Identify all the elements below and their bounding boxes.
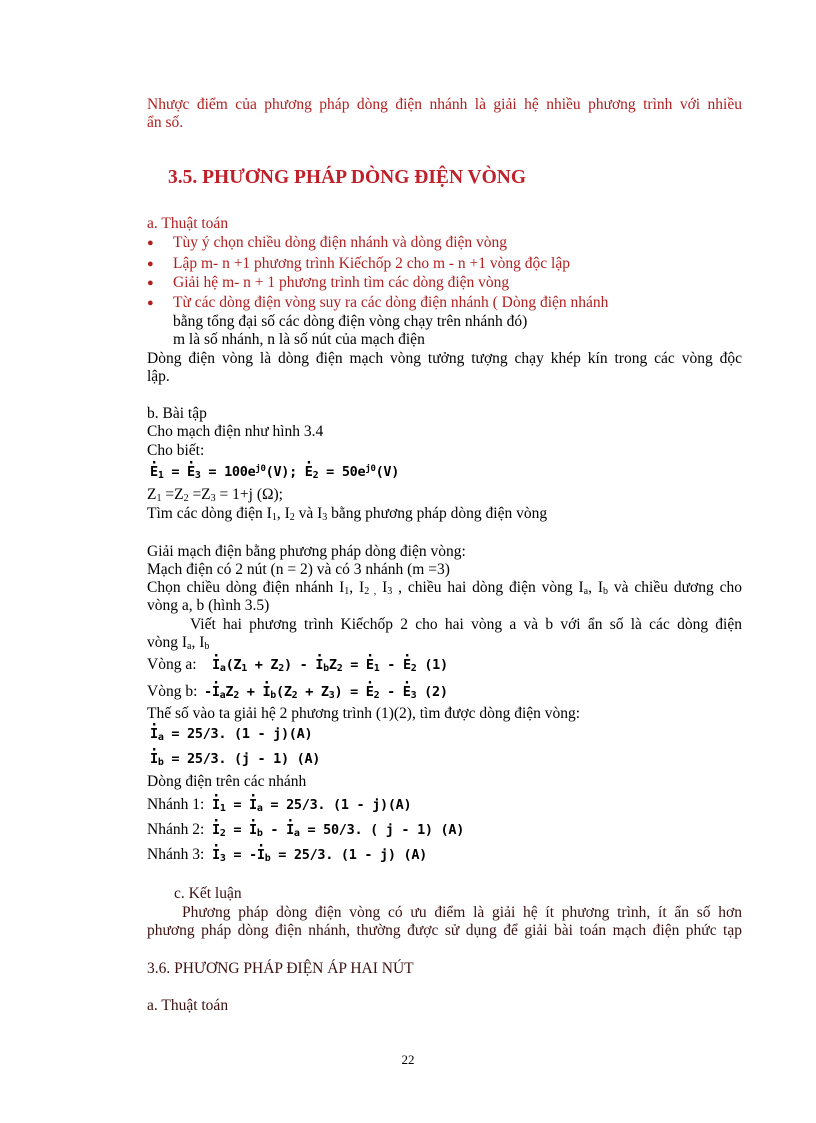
impedance-line: $Z_1 =Z_2 =Z_3 = 1+j$ (Ω); bbox=[147, 486, 283, 504]
bullet-item: Tùy ý chọn chiều dòng điện nhánh và dòng điện vòng bbox=[173, 234, 508, 251]
branch-2-label: Nhánh 2: bbox=[147, 821, 205, 838]
bullet-icon: ● bbox=[147, 258, 154, 270]
solution-line-7: Thế số vào ta giải hệ 2 phương trình (1)(2), tìm được dòng điện vòng: bbox=[147, 705, 581, 722]
loop-b-label: Vòng b: bbox=[147, 683, 198, 700]
exercise-heading: b. Bài tập bbox=[147, 405, 207, 422]
solution-line-4: vòng a, b (hình 3.5) bbox=[147, 597, 270, 614]
bullet-item: Từ các dòng điện vòng suy ra các dòng điện nhánh ( Dòng điện nhánh bbox=[173, 294, 609, 311]
branch-3-label: Nhánh 3: bbox=[147, 846, 205, 863]
loop-b-equation: -· $I_aZ_2$ + · $I_b(Z_2 + Z_3)$ = · $E_2$ - · $E_3$ (2) bbox=[204, 683, 448, 701]
branch-1-label: Nhánh 1: bbox=[147, 796, 205, 813]
bullet-icon: ● bbox=[147, 277, 154, 289]
solution-line-1: Giải mạch điện bằng phương pháp dòng điện vòng: bbox=[147, 543, 466, 560]
solution-line-2: Mạch điện có 2 nút (n = 2) và có 3 nhánh (m =3) bbox=[147, 561, 450, 578]
section-heading-3-6: 3.6. PHƯƠNG PHÁP ĐIỆN ÁP HAI NÚT bbox=[147, 960, 414, 977]
definition-line-1: Dòng điện vòng là dòng điện mạch vòng tưởng tượng chạy khép kín trong các vòng độc bbox=[147, 350, 742, 367]
bullet-icon: ● bbox=[147, 237, 154, 249]
ib-result: · $I_b = 25/3$. (j - 1) (A) bbox=[150, 750, 320, 768]
exercise-line-1: Cho mạch điện như hình 3.4 bbox=[147, 423, 324, 440]
conclusion-line-2: phương pháp dòng điện nhánh, thường được sử dụng để giải bài toán mạch điện phức tạp bbox=[147, 922, 742, 939]
bullet-item: Giải hệ m- n + 1 phương trình tìm các dòng điện vòng bbox=[173, 274, 510, 291]
bullet-item: Lập m- n +1 phương trình Kiếchốp 2 cho m - n +1 vòng độc lập bbox=[173, 255, 570, 272]
loop-a-equation: · $I_a(Z_1 + Z_2)$ - · $I_bZ_2$ = · $E_1$ - · $E_2$ (1) bbox=[212, 656, 448, 674]
algorithm-heading: a. Thuật toán bbox=[147, 215, 229, 232]
solution-line-5: Viết hai phương trình Kiếchốp 2 cho hai vòng a và b với ẩn số là các dòng điện bbox=[190, 616, 742, 633]
conclusion-line-1: Phương pháp dòng điện vòng có ưu điểm là giải hệ ít phương trình, ít ẩn số hơn bbox=[182, 904, 742, 921]
page-number: 22 bbox=[401, 1052, 415, 1067]
solution-line-3: Chọn chiều dòng điện nhánh $I_1$, $I_{2 ,}$ $I_3$ , chiều hai dòng điện vòng $I_a$, $I_b$ và chiều dương cho bbox=[147, 579, 742, 597]
loop-a-label: Vòng a: bbox=[147, 656, 197, 673]
intro-line-1: Nhược điểm của phương pháp dòng điện nhánh là giải hệ nhiều phương trình với nhiều bbox=[147, 96, 742, 113]
exercise-line-2: Cho biết: bbox=[147, 442, 205, 459]
algorithm-note: m là số nhánh, n là số nút của mạch điện bbox=[173, 331, 425, 348]
bullet-icon: ● bbox=[147, 297, 154, 309]
source-equation: · $E_1$ = · $E_3 = 100e^{j0}(V)$; · $E_2 = 50e^{j0}(V)$ bbox=[150, 463, 399, 481]
exercise-task: Tìm các dòng điện $I_1$, $I_2$ và $I_3$ bằng phương pháp dòng điện vòng bbox=[147, 505, 548, 523]
bullet-4-continuation: bằng tổng đại số các dòng điện vòng chạy trên nhánh đó) bbox=[173, 313, 528, 330]
definition-line-2: lập. bbox=[147, 368, 170, 385]
branch-2-equation: · $I_2$ = · $I_b$ - · $I_a = 50/3$. ( j - 1) (A) bbox=[212, 821, 464, 839]
branch-heading: Dòng điện trên các nhánh bbox=[147, 773, 307, 790]
solution-line-6: vòng $I_a$, $I_b$ bbox=[147, 634, 210, 652]
section-3-6-subheading: a. Thuật toán bbox=[147, 997, 229, 1014]
ia-result: · $I_a = 25/3$. (1 - j)(A) bbox=[150, 725, 312, 743]
conclusion-heading: c. Kết luận bbox=[174, 885, 242, 902]
branch-3-equation: · $I_3$ = -· $I_b = 25/3$. (1 - j) (A) bbox=[212, 846, 427, 864]
branch-1-equation: · $I_1$ = · $I_a = 25/3$. (1 - j)(A) bbox=[212, 796, 411, 814]
section-heading-3-5: 3.5. PHƯƠNG PHÁP DÒNG ĐIỆN VÒNG bbox=[168, 167, 527, 188]
intro-line-2: ẩn số. bbox=[147, 114, 184, 131]
